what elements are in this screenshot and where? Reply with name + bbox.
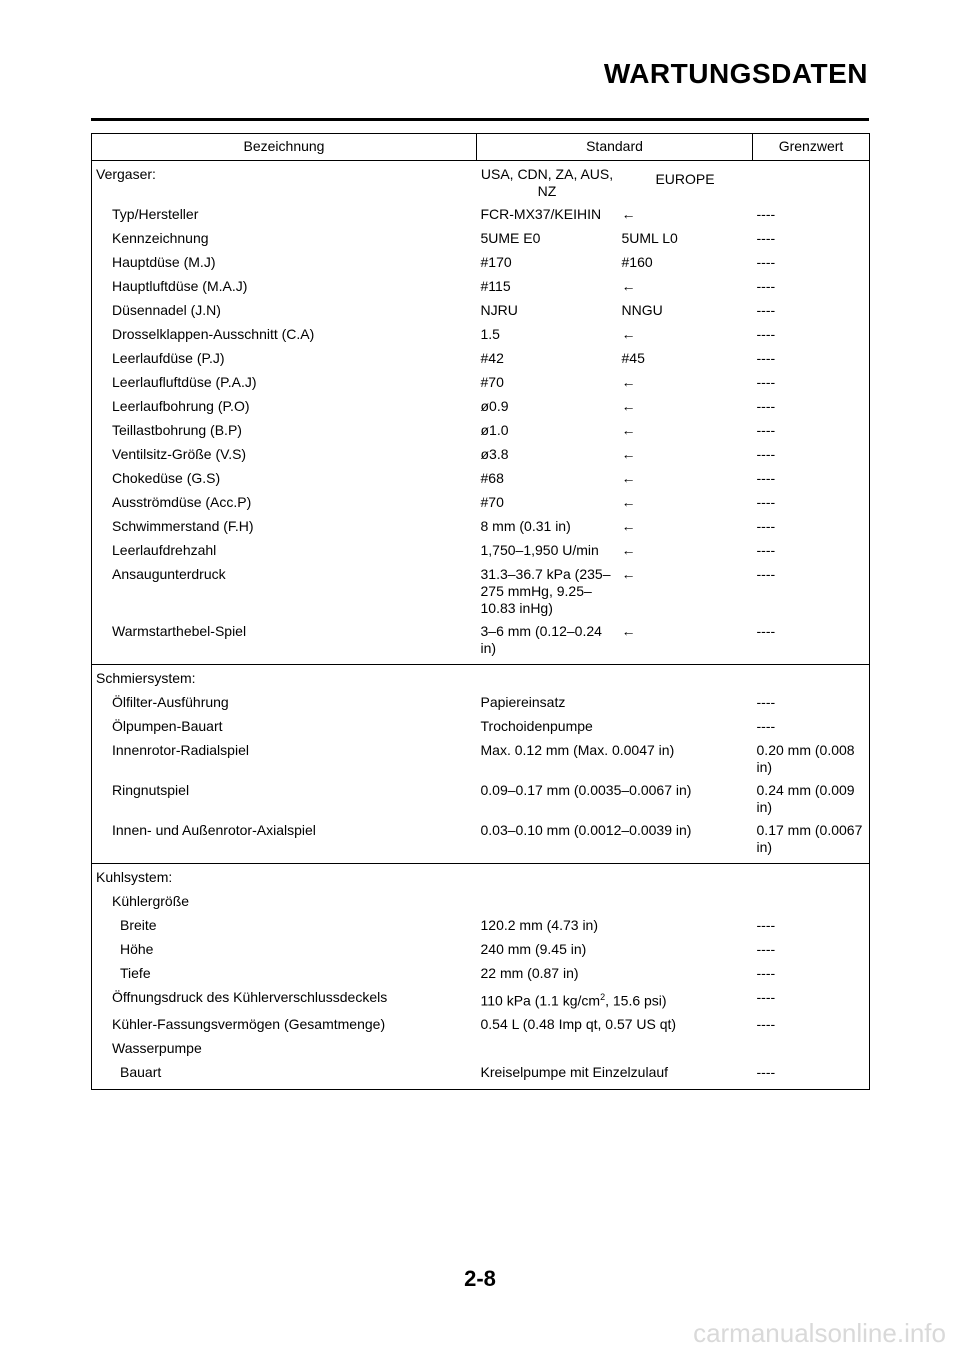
- row-limit: ----: [756, 254, 776, 270]
- row-limit: 0.20 mm (0.008 in): [756, 742, 855, 775]
- row-value: 0.03–0.10 mm (0.0012–0.0039 in): [480, 822, 692, 838]
- row-usa: 8 mm (0.31 in): [480, 518, 571, 534]
- row-usa: ø3.8: [480, 446, 509, 462]
- table-row: [92, 371, 870, 395]
- row-limit: ----: [756, 542, 776, 558]
- row-limit: ----: [756, 398, 776, 414]
- row-usa: ø1.0: [480, 422, 509, 438]
- table-row: [92, 539, 870, 563]
- table-row: [92, 620, 870, 665]
- table-row: [92, 467, 870, 491]
- wasserpumpe-label: Wasserpumpe: [112, 1039, 202, 1056]
- row-usa: #170: [480, 254, 512, 270]
- row-europe: ←: [621, 542, 636, 558]
- row-usa: #70: [480, 374, 504, 390]
- row-value: 0.54 L (0.48 Imp qt, 0.57 US qt): [480, 1015, 677, 1032]
- row-europe: ←: [621, 446, 636, 462]
- row-name: Leerlaufdüse (P.J): [112, 350, 225, 366]
- row-limit: ----: [756, 470, 776, 486]
- row-value: 240 mm (9.45 in): [480, 941, 587, 957]
- row-limit: 0.24 mm (0.009 in): [756, 782, 855, 815]
- table-row: [92, 443, 870, 467]
- watermark: carmanualsonline.info: [693, 1318, 946, 1348]
- row-europe: ←: [621, 518, 636, 534]
- row-limit: ----: [756, 718, 776, 734]
- row-usa: ø0.9: [480, 398, 509, 414]
- row-usa: 31.3–36.7 kPa (235–275 mmHg, 9.25–10.83 inHg): [480, 566, 611, 616]
- row-usa: NJRU: [480, 302, 518, 318]
- table-row: [92, 275, 870, 299]
- spec-table: [91, 133, 870, 1090]
- row-name: Bauart: [120, 1063, 162, 1080]
- row-europe: ←: [621, 374, 636, 390]
- row-name: Ansaugunterdruck: [112, 566, 226, 582]
- row-europe: ←: [621, 494, 636, 510]
- table-row: [92, 1013, 870, 1037]
- header-grenzwert: Grenzwert: [753, 134, 870, 161]
- table-header: [92, 134, 870, 161]
- row-name: Ausströmdüse (Acc.P): [112, 494, 252, 510]
- table-row: [92, 323, 870, 347]
- row-limit: ----: [756, 278, 776, 294]
- header-bezeichnung: Bezeichnung: [92, 134, 477, 161]
- row-value: 22 mm (0.87 in): [480, 965, 579, 981]
- row-usa: #115: [480, 278, 511, 294]
- row-name: Tiefe: [120, 965, 151, 981]
- row-usa: #68: [480, 470, 504, 486]
- row-limit: ----: [756, 350, 776, 366]
- row-value: 0.09–0.17 mm (0.0035–0.0067 in): [480, 782, 692, 798]
- row-limit: ----: [756, 326, 776, 342]
- table-row: [92, 563, 870, 620]
- table-row: [92, 890, 870, 914]
- row-limit: ----: [756, 917, 776, 933]
- row-name: Chokedüse (G.S): [112, 470, 221, 486]
- table-row: [92, 1037, 870, 1061]
- row-usa: 1.5: [480, 326, 500, 342]
- row-limit: ----: [756, 518, 776, 534]
- row-limit: ----: [756, 446, 776, 462]
- table-row: [92, 779, 870, 819]
- table-row: [92, 491, 870, 515]
- row-europe: 5UML L0: [621, 230, 678, 246]
- vergaser-label: Vergaser:: [96, 166, 156, 182]
- row-value: Trochoidenpumpe: [480, 718, 593, 734]
- row-name: Ventilsitz-Größe (V.S): [112, 446, 247, 462]
- row-name: Ölpumpen-Bauart: [112, 718, 223, 734]
- row-limit: ----: [756, 989, 776, 1005]
- row-name: Leerlaufluftdüse (P.A.J): [112, 374, 257, 390]
- col-usa-label: USA, CDN, ZA, AUS, NZ: [480, 166, 614, 199]
- row-europe: ←: [621, 566, 636, 582]
- row-name: Leerlaufbohrung (P.O): [112, 398, 250, 414]
- row-limit: ----: [756, 206, 776, 222]
- row-limit: ----: [756, 1063, 776, 1080]
- row-limit: ----: [756, 374, 776, 390]
- row-limit: ----: [756, 623, 776, 639]
- row-name: Düsennadel (J.N): [112, 302, 221, 318]
- row-europe: ←: [621, 326, 636, 342]
- row-limit: 0.17 mm (0.0067 in): [756, 822, 863, 855]
- row-europe: #160: [621, 254, 653, 270]
- row-europe: ←: [621, 278, 636, 294]
- schmier-header-row: [92, 665, 870, 692]
- row-limit: ----: [756, 230, 776, 246]
- row-europe: ←: [621, 623, 636, 639]
- row-limit: ----: [756, 1015, 776, 1032]
- table-row: [92, 819, 870, 864]
- row-limit: ----: [756, 566, 776, 582]
- table-row: [92, 251, 870, 275]
- row-europe: ←: [621, 206, 636, 222]
- row-europe: NNGU: [621, 302, 663, 318]
- row-limit: ----: [756, 965, 776, 981]
- kuhl-header-row: [92, 864, 870, 891]
- table-row: [92, 347, 870, 371]
- vergaser-rows: [92, 203, 870, 665]
- table-row: [92, 986, 870, 1013]
- row-usa: FCR-MX37/KEIHIN: [480, 206, 602, 222]
- row-limit: ----: [756, 422, 776, 438]
- row-name: Hauptluftdüse (M.A.J): [112, 278, 248, 294]
- row-limit: ----: [756, 302, 776, 318]
- table-row: [92, 962, 870, 986]
- row-europe: ←: [621, 398, 636, 414]
- row-name: Hauptdüse (M.J): [112, 254, 216, 270]
- row-value: Max. 0.12 mm (Max. 0.0047 in): [480, 742, 675, 758]
- row-usa: 3–6 mm (0.12–0.24 in): [480, 623, 602, 656]
- row-limit: ----: [756, 494, 776, 510]
- table-row: [92, 691, 870, 715]
- row-europe: ←: [621, 470, 636, 486]
- title-divider: [91, 118, 869, 121]
- table-row: [92, 227, 870, 251]
- row-europe: #45: [621, 350, 645, 366]
- kuhl-label: Kuhlsystem:: [92, 864, 477, 891]
- table-row: [92, 299, 870, 323]
- table-row: [92, 1061, 870, 1090]
- row-limit: ----: [756, 941, 776, 957]
- table-row: [92, 515, 870, 539]
- row-value: Papiereinsatz: [480, 694, 566, 710]
- header-standard: Standard: [477, 134, 753, 161]
- row-name: Kennzeichnung: [112, 230, 209, 246]
- row-usa: #70: [480, 494, 504, 510]
- row-name: Teillastbohrung (B.P): [112, 422, 242, 438]
- row-europe: ←: [621, 422, 636, 438]
- row-value: Kreiselpumpe mit Einzelzulauf: [480, 1063, 669, 1080]
- row-value: 110 kPa (1.1 $kg/cm^2$, 15.6 psi): [480, 992, 667, 1009]
- row-name: Innen- und Außenrotor-Axialspiel: [112, 822, 316, 838]
- page-number: 2-8: [464, 1266, 496, 1291]
- table-row: [92, 715, 870, 739]
- table-row: [92, 938, 870, 962]
- page-title: WARTUNGSDATEN: [603, 58, 868, 89]
- col-europe-label: EUROPE: [655, 171, 715, 187]
- row-usa: 5UME E0: [480, 230, 541, 246]
- table-row: [92, 914, 870, 938]
- row-name: Öffnungsdruck des Kühlerverschlussdeckels: [112, 989, 388, 1005]
- row-name: Typ/Hersteller: [112, 206, 199, 222]
- row-name: Höhe: [120, 941, 154, 957]
- row-limit: ----: [756, 694, 776, 710]
- table-row: [92, 203, 870, 227]
- row-name: Drosselklappen-Ausschnitt (C.A): [112, 326, 315, 342]
- row-usa: #42: [480, 350, 504, 366]
- table-row: [92, 419, 870, 443]
- table-row: [92, 395, 870, 419]
- row-name: Warmstarthebel-Spiel: [112, 623, 247, 639]
- schmier-rows: [92, 691, 870, 864]
- vergaser-header-row: [92, 161, 870, 204]
- row-name: Schwimmerstand (F.H): [112, 518, 254, 534]
- kuehlergroesse-label: Kühlergröße: [112, 893, 190, 909]
- row-name: Kühler-Fassungsvermögen (Gesamtmenge): [112, 1015, 386, 1032]
- row-name: Leerlaufdrehzahl: [112, 542, 217, 558]
- row-value: 120.2 mm (4.73 in): [480, 917, 598, 933]
- table-row: [92, 739, 870, 779]
- row-name: Ölfilter-Ausführung: [112, 694, 229, 710]
- row-name: Innenrotor-Radialspiel: [112, 742, 249, 758]
- row-usa: 1,750–1,950 U/min: [480, 542, 599, 558]
- row-name: Breite: [120, 917, 157, 933]
- schmier-label: Schmiersystem:: [92, 665, 477, 692]
- row-name: Ringnutspiel: [112, 782, 190, 798]
